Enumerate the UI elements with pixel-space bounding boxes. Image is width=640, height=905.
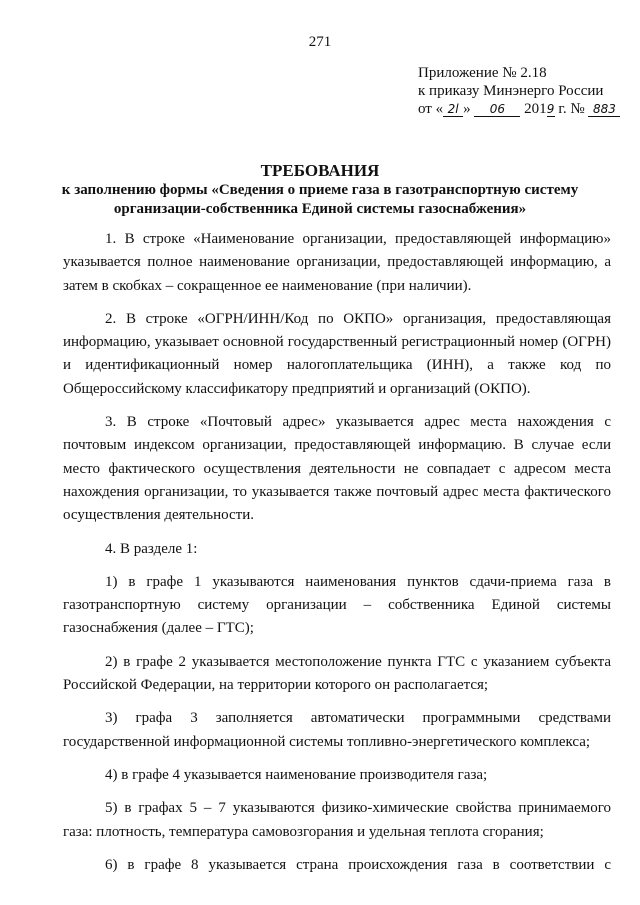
list-item-1: 1) в графе 1 указываются наименования пунктов сдачи-приема газа в газотранспортную систему организации – собственника Единой системы газоснабжения (далее – ГТС);	[63, 573, 611, 637]
list-item-2: 2) в графе 2 указывается местоположение пункта ГТС с указанием субъекта Российской Федерации, на территории которого он располагается;	[63, 653, 611, 694]
handwritten-year-digit: 9	[546, 102, 555, 116]
paragraph-1: 1. В строке «Наименование организации, предоставляющей информацию» указывается полное наименование организации, предоставляющей информацию, а затем в скобках – сокращенное ее наименование (при наличии).	[63, 231, 611, 294]
paragraph-2: 2. В строке «ОГРН/ИНН/Код по ОКПО» организация, предоставляющая информацию, указывает основной государственный регистрационный номер (ОГРН) и идентификационный номер налогоплательщика (ИНН), а также код по Общероссийскому классификатору предприятий и организаций (ОКПО).	[63, 310, 611, 397]
list-item-3: 3) графа 3 заполняется автоматически программными средствами государственной информационной системы топливно-энергетического комплекса;	[63, 710, 611, 750]
handwritten-month: 06	[474, 103, 520, 117]
year-prefix: 201	[520, 101, 547, 117]
year-suffix: г. №	[554, 101, 589, 117]
date-mid: »	[463, 101, 475, 117]
appendix-order: к приказу Минэнерго России	[418, 83, 604, 99]
title-heading: ТРЕБОВАНИЯ	[260, 161, 380, 180]
appendix-title: Приложение № 2.18	[418, 65, 547, 81]
date-prefix: от «	[418, 101, 444, 117]
document-title	[40, 161, 600, 219]
title-subtitle-line2: организации-собственника Единой системы газоснабжения»	[113, 201, 527, 217]
title-subtitle-line1: к заполнению формы «Сведения о приеме газа в газотранспортную систему	[61, 182, 579, 198]
list-item-6: 6) в графе 8 указывается страна происхождения газа в соответствии с	[105, 856, 611, 873]
paragraph-4: 4. В разделе 1:	[105, 540, 198, 557]
list-item-4: 4) в графе 4 указывается наименование производителя газа;	[105, 766, 488, 783]
page-number: 271	[308, 34, 332, 50]
appendix-header	[418, 64, 620, 118]
handwritten-order-number: 883	[588, 103, 620, 117]
list-item-5: 5) в графах 5 – 7 указываются физико-химические свойства принимаемого газа: плотность, температура самовозгорания и удельная теплота сгорания;	[63, 800, 611, 840]
document-body	[63, 228, 611, 877]
paragraph-3: 3. В строке «Почтовый адрес» указывается адрес места нахождения с почтовым индексом организации, предоставляющей информацию. В случае если место фактического осуществления деятельности не совпадает с адресом места нахождения организации, то указывается также почтовый адрес места фактического осуществления деятельности.	[63, 414, 611, 524]
handwritten-day: 2l	[443, 103, 463, 117]
appendix-date-line	[418, 100, 620, 118]
